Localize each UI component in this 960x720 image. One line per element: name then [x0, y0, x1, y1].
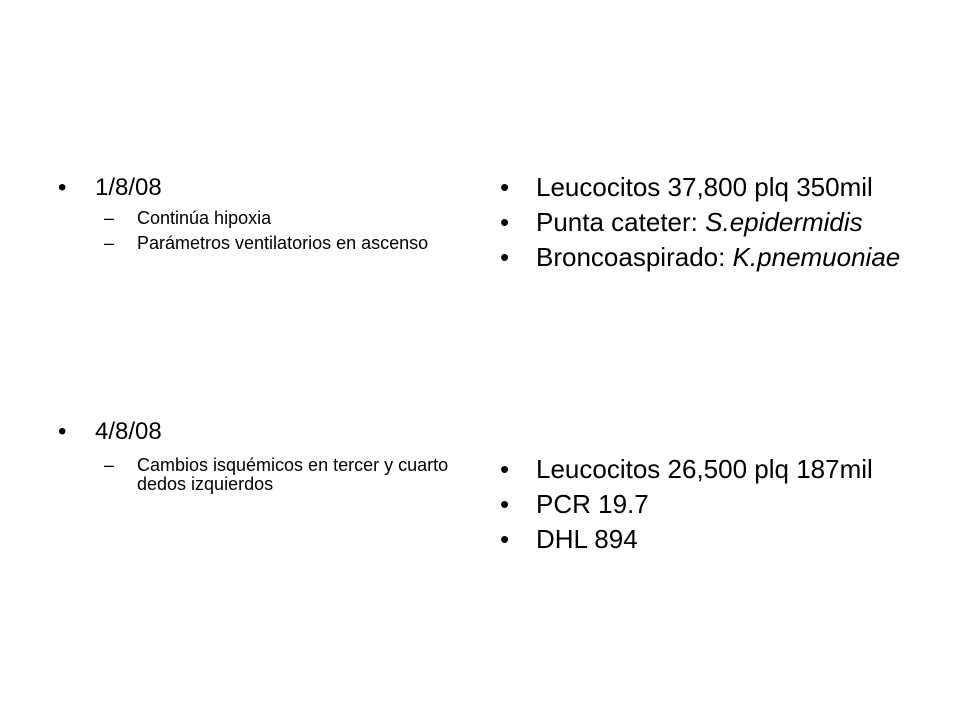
organism-name: S.epidermidis [705, 207, 863, 237]
bullet-icon: • [500, 172, 510, 202]
bullet-icon: • [500, 242, 510, 272]
right-group-2 [500, 456, 920, 561]
lab-text: Broncoaspirado: [536, 242, 726, 272]
dash-icon: – [104, 455, 115, 475]
left-group-1 [58, 174, 468, 253]
sub-bullet-text: Cambios isquémicos en tercer y cuarto dedos izquierdos [137, 455, 449, 494]
bullet-icon: • [500, 454, 510, 484]
sub-bullet [58, 456, 468, 494]
dash-icon: – [104, 208, 115, 228]
sub-bullet-text: Continúa hipoxia [137, 208, 272, 228]
lab-text: DHL 894 [536, 524, 638, 554]
bullet-icon: • [500, 207, 510, 237]
organism-name: K.pnemuoniae [732, 242, 901, 272]
lab-bullet [500, 174, 920, 201]
lab-bullet [500, 526, 920, 553]
left-group-2 [58, 418, 468, 494]
lab-bullet [500, 209, 920, 236]
date-bullet [58, 418, 468, 446]
date-label: 4/8/08 [95, 418, 162, 445]
lab-text: PCR 19.7 [536, 489, 649, 519]
dash-icon: – [104, 233, 115, 253]
lab-text: Punta cateter: [536, 207, 698, 237]
sub-bullet [58, 208, 468, 228]
lab-bullet [500, 244, 920, 271]
sub-bullet-text: Parámetros ventilatorios en ascenso [137, 233, 429, 253]
date-bullet [58, 174, 468, 202]
lab-bullet [500, 491, 920, 518]
right-group-1 [500, 174, 920, 279]
bullet-icon: • [58, 174, 67, 201]
lab-text: Leucocitos 37,800 plq 350mil [536, 172, 873, 202]
sub-bullet [58, 233, 468, 253]
date-label: 1/8/08 [95, 174, 162, 201]
bullet-icon: • [58, 418, 67, 445]
bullet-icon: • [500, 524, 510, 554]
lab-text: Leucocitos 26,500 plq 187mil [536, 454, 873, 484]
bullet-icon: • [500, 489, 510, 519]
lab-bullet [500, 456, 920, 483]
